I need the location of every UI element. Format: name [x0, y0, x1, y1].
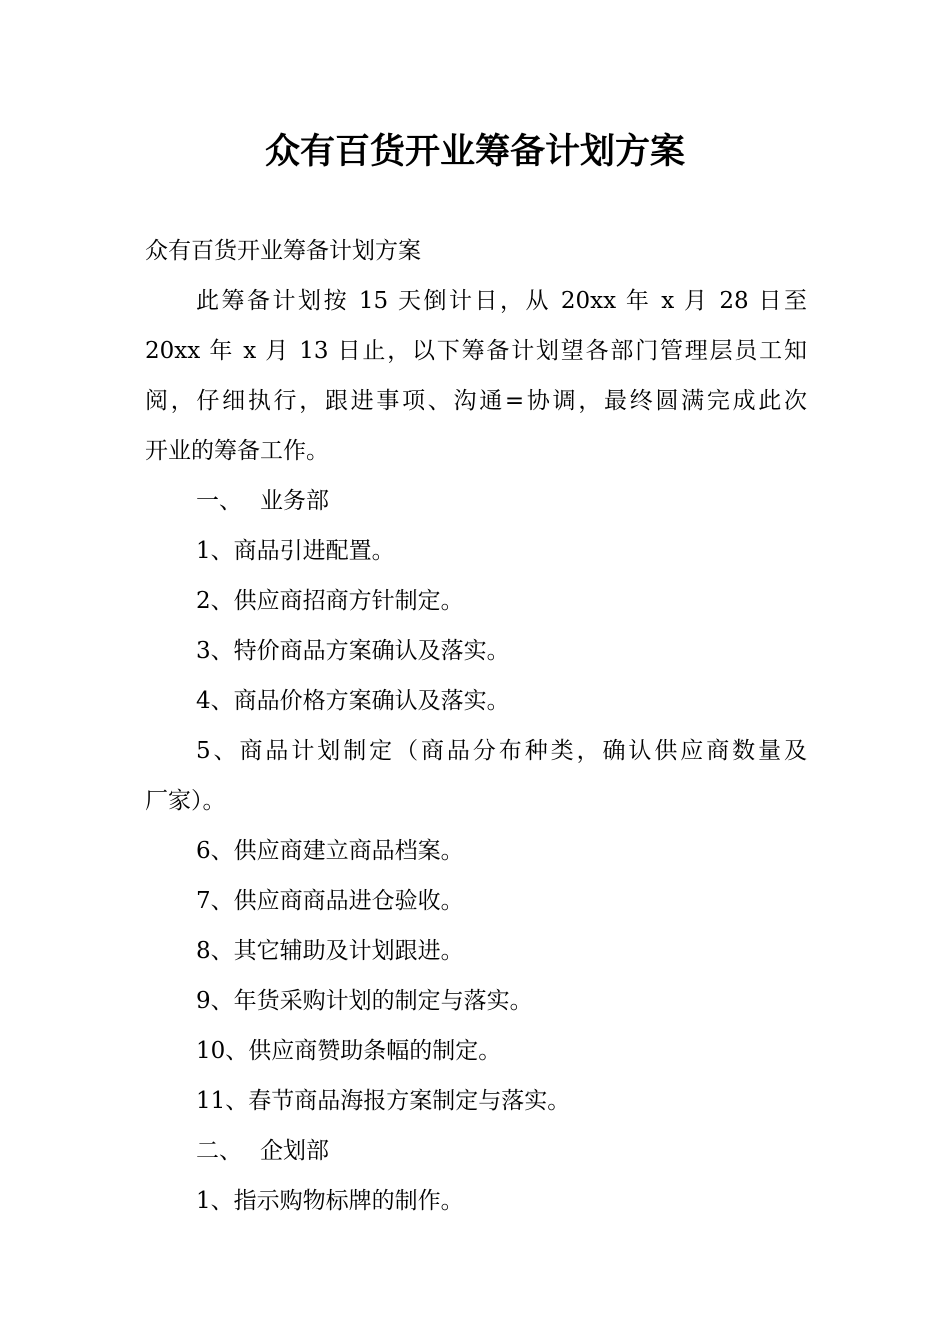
list-item: 4、商品价格方案确认及落实。: [196, 688, 510, 714]
list-item: 7、供应商商品进仓验收。: [196, 888, 464, 914]
list-item: 8、其它辅助及计划跟进。: [196, 938, 464, 964]
intro-line: 20xx 年 x 月 13 日止，以下筹备计划望各部门管理层员工知: [145, 338, 807, 364]
list-item: 3、特价商品方案确认及落实。: [196, 638, 510, 664]
section-name: 业务部: [260, 488, 329, 514]
document-body: [145, 226, 807, 1226]
list-item: 6、供应商建立商品档案。: [196, 838, 464, 864]
document-title: 众有百货开业筹备计划方案: [264, 132, 685, 172]
list-item: 2、供应商招商方针制定。: [196, 588, 464, 614]
section-heading: [145, 476, 807, 526]
list-item: 1、商品引进配置。: [196, 538, 395, 564]
intro-line: 阅，仔细执行，跟进事项、沟通=协调，最终圆满完成此次: [145, 388, 807, 414]
section-heading: [145, 1126, 807, 1176]
section-business: [145, 476, 807, 1126]
list-item: 1、指示购物标牌的制作。: [196, 1188, 464, 1214]
intro-line: 开业的筹备工作。: [145, 438, 329, 464]
list-item: 10、供应商赞助条幅的制定。: [196, 1038, 502, 1064]
section-number: 一、: [196, 488, 242, 514]
intro-paragraph: [145, 276, 807, 476]
section-planning: [145, 1126, 807, 1226]
intro-line: 此筹备计划按 15 天倒计日，从 20xx 年 x 月 28 日至: [196, 288, 807, 314]
section-name: 企划部: [260, 1138, 329, 1164]
document-subtitle: 众有百货开业筹备计划方案: [145, 238, 421, 264]
list-item-continuation: 厂家）。: [145, 788, 226, 814]
section-number: 二、: [196, 1138, 242, 1164]
list-item: 5、商品计划制定（商品分布种类，确认供应商数量及: [196, 738, 807, 764]
list-item: 9、年货采购计划的制定与落实。: [196, 988, 533, 1014]
list-item: 11、春节商品海报方案制定与落实。: [196, 1088, 571, 1114]
